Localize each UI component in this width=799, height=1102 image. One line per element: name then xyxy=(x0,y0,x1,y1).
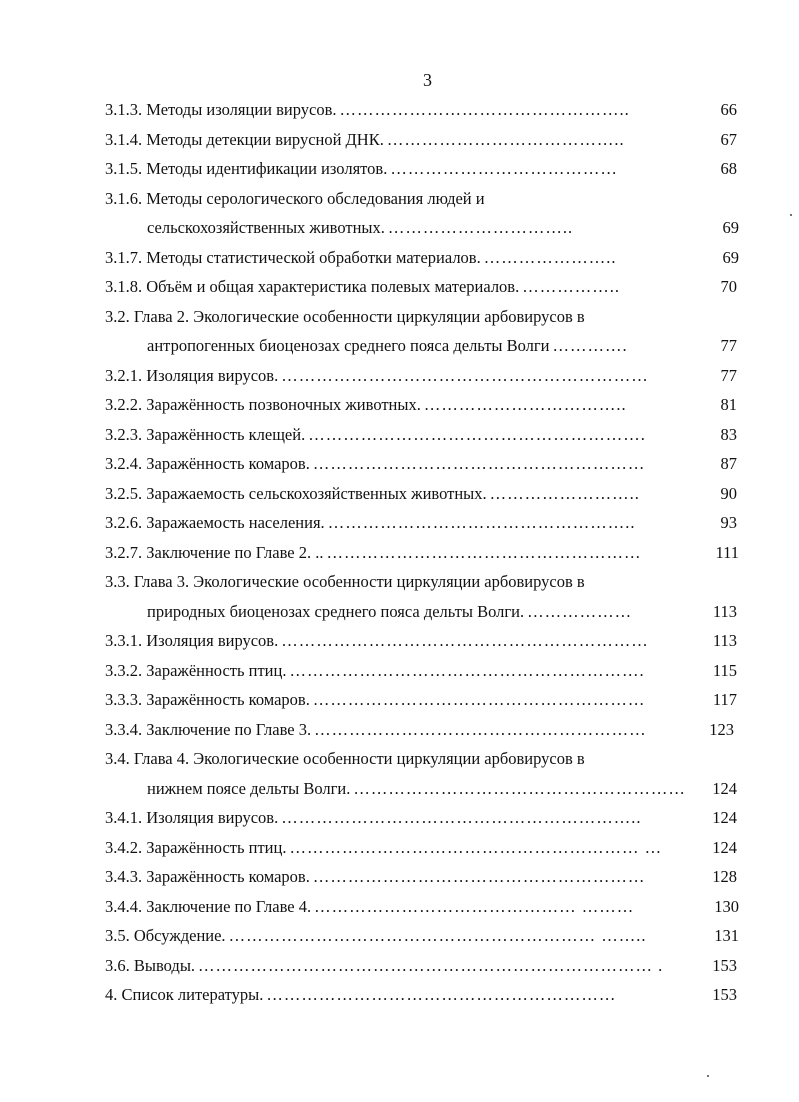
toc-entry-title: 3.3.3. Заражённость комаров. xyxy=(105,690,310,709)
toc-entry xyxy=(105,99,690,121)
toc-entry xyxy=(147,778,690,800)
toc-entry-leader-dots: ………………….. xyxy=(483,248,617,267)
toc-entry xyxy=(105,394,690,416)
toc-entry-title: 3.2.7. Заключение по Главе 2. .. xyxy=(105,543,324,562)
toc-entry-page-number: 113 xyxy=(712,602,737,621)
toc-entry xyxy=(105,158,690,180)
toc-entry-page-number: 130 xyxy=(714,897,739,916)
toc-entry-page-number: 70 xyxy=(720,277,737,296)
toc-entry-leader-dots: ……………………………………………………. xyxy=(289,661,645,680)
toc-entry-leader-dots: …………………………………………………… xyxy=(266,985,617,1004)
toc-entry-title: 3.1.5. Методы идентификации изолятов. xyxy=(105,159,388,178)
toc-entry-title: 3.4. Глава 4. Экологические особенности циркуляции арбовирусов в xyxy=(105,749,585,768)
toc-entry xyxy=(147,217,690,239)
toc-entry-leader-dots: ………………………………………….. xyxy=(339,100,630,119)
toc-entry-leader-dots: …………………………….. xyxy=(423,395,627,414)
toc-entry-page-number: 113 xyxy=(712,631,737,650)
toc-entry xyxy=(147,335,690,357)
toc-entry-page-number: 124 xyxy=(712,808,737,827)
toc-entry-page-number: 153 xyxy=(712,956,737,975)
toc-entry-leader-dots: …………. xyxy=(552,336,628,355)
toc-entry-page-number: 128 xyxy=(712,867,737,886)
toc-entry-page-number: 81 xyxy=(720,395,737,414)
toc-entry xyxy=(105,571,700,593)
toc-entry xyxy=(105,807,690,829)
toc-entry-page-number: 124 xyxy=(712,779,737,798)
toc-entry xyxy=(105,689,690,711)
toc-entry-page-number: 87 xyxy=(720,454,737,473)
toc-entry-page-number: 68 xyxy=(720,159,737,178)
toc-entry-leader-dots: ………………………………………………… xyxy=(353,779,686,798)
toc-entry-page-number: 90 xyxy=(720,484,737,503)
toc-entry-title: природных биоценозах среднего пояса дельты Волги. xyxy=(147,602,525,621)
toc-entry xyxy=(105,188,700,210)
toc-entry-title: 3.2.3. Заражённость клещей. xyxy=(105,425,306,444)
toc-entry xyxy=(105,365,690,387)
toc-entry-page-number: 153 xyxy=(712,985,737,1004)
toc-entry-title: 3.5. Обсуждение. xyxy=(105,926,226,945)
toc-entry-title: 3.3.2. Заражённость птиц. xyxy=(105,661,287,680)
toc-entry xyxy=(105,453,690,475)
toc-entry-leader-dots: …………………….. xyxy=(489,484,640,503)
toc-entry-page-number: 93 xyxy=(720,513,737,532)
toc-entry-leader-dots: ……………………………………………………… xyxy=(281,631,649,650)
toc-entry xyxy=(105,866,690,888)
toc-entry xyxy=(105,512,690,534)
toc-entry-leader-dots: …………………………………………….. xyxy=(327,513,636,532)
toc-entry-title: 3.2.4. Заражённость комаров. xyxy=(105,454,310,473)
toc-entry-page-number: 117 xyxy=(712,690,737,709)
toc-entry xyxy=(105,542,695,564)
toc-entry-title: 3.2.6. Заражаемость населения. xyxy=(105,513,325,532)
toc-entry-leader-dots: ……………………………………………………… xyxy=(281,366,649,385)
toc-entry-title: нижнем поясе дельты Волги. xyxy=(147,779,351,798)
toc-entry xyxy=(105,660,690,682)
toc-entry xyxy=(105,129,690,151)
toc-entry-title: 3.4.3. Заражённость комаров. xyxy=(105,867,310,886)
toc-entry xyxy=(105,719,690,741)
toc-entry xyxy=(105,306,700,328)
scan-speck xyxy=(790,214,792,216)
toc-entry-title: антропогенных биоценозах среднего пояса дельты Волги xyxy=(147,336,550,355)
toc-entry-title: 3.3.1. Изоляция вирусов. xyxy=(105,631,279,650)
toc-entry-title: сельскохозяйственных животных. xyxy=(147,218,385,237)
toc-entry-title: 3.4.4. Заключение по Главе 4. xyxy=(105,897,312,916)
toc-entry-leader-dots: …………………………………………………….. xyxy=(281,808,642,827)
toc-entry-leader-dots: ………………………………………………… xyxy=(314,720,647,739)
toc-entry-title: 3.1.4. Методы детекции вирусной ДНК. xyxy=(105,130,384,149)
toc-entry xyxy=(105,748,700,770)
toc-entry-title: 3.2.5. Заражаемость сельскохозяйственных животных. xyxy=(105,484,487,503)
toc-entry-leader-dots: ……………………………………………………… …….. xyxy=(228,926,647,945)
toc-entry-leader-dots: …………………………………………………. xyxy=(308,425,646,444)
toc-entry-page-number: 69 xyxy=(722,248,739,267)
toc-entry xyxy=(105,984,670,1006)
toc-entry-page-number: 115 xyxy=(712,661,737,680)
toc-entry-page-number: 67 xyxy=(720,130,737,149)
toc-entry-leader-dots: ………………………………………………… xyxy=(312,690,646,709)
toc-entry-page-number: 83 xyxy=(720,425,737,444)
toc-entry-page-number: 69 xyxy=(722,218,739,237)
toc-entry-leader-dots: ……………………………………… ……… xyxy=(314,897,635,916)
toc-entry-page-number: 124 xyxy=(712,838,737,857)
toc-entry-page-number: 66 xyxy=(720,100,737,119)
toc-entry-page-number: 123 xyxy=(709,720,734,739)
toc-entry-title: 3.2.1. Изоляция вирусов. xyxy=(105,366,279,385)
toc-entry-page-number: 131 xyxy=(714,926,739,945)
toc-entry-page-number: 77 xyxy=(720,366,737,385)
toc-entry xyxy=(105,424,690,446)
toc-entry-leader-dots: …………………………………………………… … xyxy=(289,838,663,857)
toc-entry-leader-dots: ………………………………….. xyxy=(386,130,625,149)
toc-entry-leader-dots: ………………………….. xyxy=(387,218,574,237)
toc-entry xyxy=(105,925,690,947)
toc-entry-page-number: 77 xyxy=(720,336,737,355)
toc-entry-title: 3.6. Выводы. xyxy=(105,956,196,975)
toc-entry xyxy=(105,837,690,859)
toc-entry-leader-dots: ………………………………………………… xyxy=(312,454,646,473)
toc-entry xyxy=(105,276,690,298)
toc-entry xyxy=(147,601,690,623)
toc-entry-title: 3.3. Глава 3. Экологические особенности циркуляции арбовирусов в xyxy=(105,572,585,591)
toc-entry-title: 3.1.8. Объём и общая характеристика полевых материалов. xyxy=(105,277,520,296)
toc-entry-title: 3.1.6. Методы серологического обследования людей и xyxy=(105,189,485,208)
toc-entry xyxy=(105,955,690,977)
toc-entry-leader-dots: ………………………………………………… xyxy=(312,867,646,886)
toc-entry-title: 3.2. Глава 2. Экологические особенности циркуляции арбовирусов в xyxy=(105,307,585,326)
toc-entry xyxy=(105,483,690,505)
toc-entry xyxy=(105,630,690,652)
toc-entry-title: 3.3.4. Заключение по Главе 3. xyxy=(105,720,312,739)
toc-entry-page-number: 111 xyxy=(715,543,739,562)
toc-entry-leader-dots: …………….. xyxy=(522,277,620,296)
toc-entry-leader-dots: …………………………………………………………………… . xyxy=(198,956,664,975)
page-number: 3 xyxy=(423,70,432,90)
toc-entry-leader-dots: ……………… xyxy=(527,602,633,621)
toc-entry-leader-dots: ……………………………………………… xyxy=(326,543,642,562)
toc-entry-title: 4. Список литературы. xyxy=(105,985,264,1004)
toc-entry-title: 3.1.7. Методы статистической обработки материалов. xyxy=(105,248,481,267)
toc-entry-leader-dots: ………………………………… xyxy=(390,159,618,178)
scan-speck xyxy=(707,1075,709,1077)
toc-entry-title: 3.1.3. Методы изоляции вирусов. xyxy=(105,100,337,119)
toc-entry-title: 3.4.2. Заражённость птиц. xyxy=(105,838,287,857)
toc-entry xyxy=(105,896,695,918)
toc-entry-title: 3.4.1. Изоляция вирусов. xyxy=(105,808,279,827)
toc-entry xyxy=(105,247,690,269)
toc-entry-title: 3.2.2. Заражённость позвоночных животных. xyxy=(105,395,421,414)
